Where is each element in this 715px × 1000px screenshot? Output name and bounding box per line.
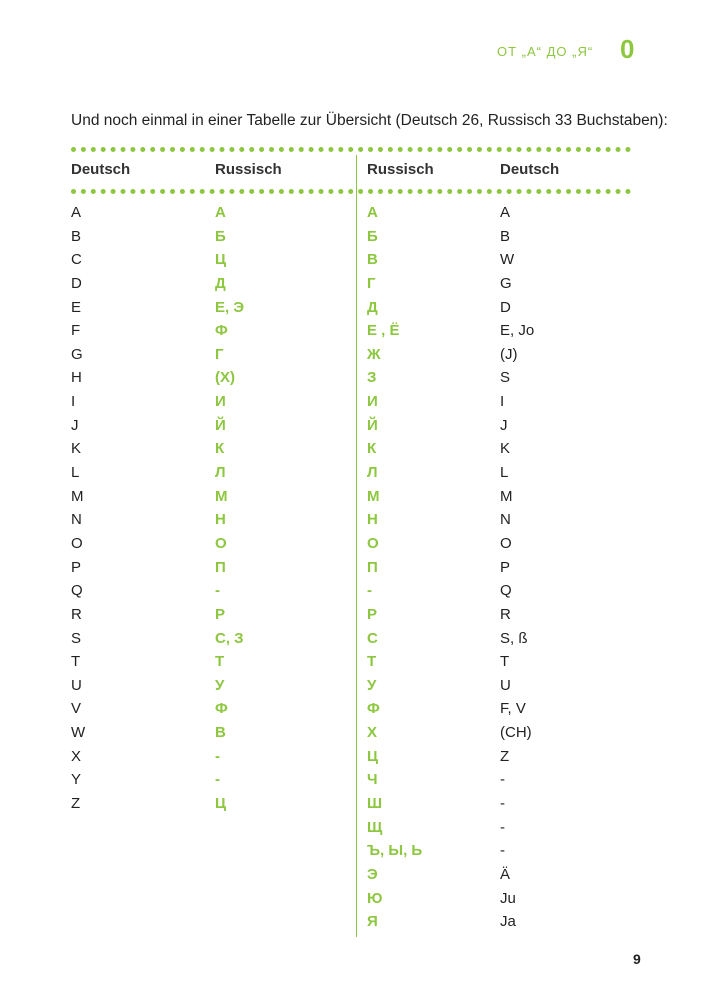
table-cell: T [71, 653, 81, 671]
table-cell: У [367, 676, 377, 694]
table-cell: Q [71, 582, 83, 600]
table-cell: E, Jo [500, 322, 535, 340]
table-cell: M [500, 487, 513, 505]
table-cell: K [71, 440, 82, 458]
table-cell: Ja [500, 913, 516, 931]
table-cell: В [215, 724, 226, 742]
table-cell: Y [71, 771, 82, 789]
left-russisch-column [215, 201, 244, 816]
table-cell: U [71, 676, 82, 694]
table-cell: (CH) [500, 724, 532, 742]
table-cell: - [215, 747, 220, 765]
table-cell: R [71, 605, 82, 623]
table-cell: Ш [367, 795, 383, 813]
table-cell: А [215, 204, 226, 221]
dotted-rule-bottom [71, 189, 631, 194]
table-cell: О [215, 534, 227, 552]
table-cell: M [71, 487, 84, 505]
table-cell: Ъ, Ы, Ь [367, 842, 423, 860]
table-cell: Ц [215, 251, 226, 269]
table-cell: Б [215, 227, 226, 245]
table-cell: S, ß [500, 629, 528, 647]
table-cell: G [71, 345, 83, 363]
table-cell: - [215, 582, 220, 600]
table-cell: O [71, 534, 83, 552]
table-cell: L [71, 464, 80, 482]
table-cell: B [500, 227, 511, 245]
table-cell: C [71, 251, 82, 269]
table-cell: Х [367, 724, 378, 742]
table-cell: L [500, 464, 509, 482]
table-cell: A [500, 204, 511, 221]
right-deutsch-column [500, 201, 534, 934]
table-cell: - [500, 795, 505, 813]
column-header-right-deutsch: Deutsch [500, 161, 560, 178]
table-cell: K [500, 440, 511, 458]
table-cell: H [71, 369, 82, 387]
table-cell: - [367, 582, 372, 600]
table-cell: T [500, 653, 510, 671]
table-cell: Z [500, 747, 510, 765]
table-cell: К [215, 440, 225, 458]
table-cell: П [215, 558, 226, 576]
dotted-rule-top [71, 147, 631, 152]
table-cell: N [500, 511, 511, 529]
column-header-right-russisch: Russisch [367, 161, 434, 178]
table-cell: B [71, 227, 82, 245]
table-cell: D [71, 274, 82, 292]
table-cell: G [500, 274, 512, 292]
table-cell: С, З [215, 629, 244, 647]
table-cell: X [71, 747, 82, 765]
table-cell: A [71, 204, 82, 221]
table-cell: Ц [367, 747, 378, 765]
table-cell: М [367, 487, 380, 505]
table-cell: Ж [367, 345, 381, 363]
table-cell: F [71, 322, 81, 340]
table-cell: (J) [500, 345, 518, 363]
table-cell: (Х) [215, 369, 235, 387]
table-cell: I [71, 393, 76, 411]
table-cell: J [71, 416, 79, 434]
column-header-left-russisch: Russisch [215, 161, 282, 178]
table-cell: Й [215, 416, 226, 434]
table-cell: Р [215, 605, 226, 623]
table-cell: Ч [367, 771, 378, 789]
table-cell: В [367, 251, 378, 269]
table-cell: Z [71, 795, 81, 813]
table-cell: М [215, 487, 228, 505]
intro-text: Und noch einmal in einer Tabelle zur Übersicht (Deutsch 26, Russisch 33 Buchstaben): [71, 112, 668, 129]
table-cell: К [367, 440, 377, 458]
table-cell: Ф [215, 322, 228, 340]
table-cell: - [500, 771, 505, 789]
table-cell: Ц [215, 795, 226, 813]
table-cell: W [500, 251, 515, 269]
table-cell: Л [215, 464, 226, 482]
table-cell: Г [215, 345, 224, 363]
table-cell: Ä [500, 865, 511, 883]
table-cell: Н [367, 511, 378, 529]
table-cell: - [215, 771, 220, 789]
table-cell: Ю [367, 889, 383, 907]
table-cell: Б [367, 227, 378, 245]
table-cell: Т [215, 653, 225, 671]
table-cell: R [500, 605, 511, 623]
table-cell: И [367, 393, 378, 411]
right-russisch-column [367, 201, 422, 934]
table-cell: P [500, 558, 511, 576]
section-title: ОТ „А“ ДО „Я“ [497, 44, 594, 59]
table-cell: P [71, 558, 82, 576]
table-cell: И [215, 393, 226, 411]
table-cell: Ф [367, 700, 380, 718]
table-cell: С [367, 629, 378, 647]
table-cell: U [500, 676, 511, 694]
table-cell: Г [367, 274, 376, 292]
table-cell: Q [500, 582, 512, 600]
table-cell: Й [367, 416, 378, 434]
table-cell: D [500, 298, 511, 316]
table-divider [356, 155, 357, 937]
table-cell: Я [367, 913, 378, 931]
table-cell: Д [215, 274, 226, 292]
table-cell: W [71, 724, 86, 742]
table-cell: - [500, 818, 505, 836]
table-cell: А [367, 204, 378, 221]
table-cell: Щ [367, 818, 383, 836]
table-cell: Л [367, 464, 378, 482]
table-cell: S [71, 629, 82, 647]
table-cell: Е , Ё [367, 322, 400, 340]
table-cell: У [215, 676, 225, 694]
left-deutsch-column [71, 201, 85, 816]
table-cell: F, V [500, 700, 526, 718]
table-cell: - [500, 842, 505, 860]
table-cell: Д [367, 298, 378, 316]
table-cell: З [367, 369, 377, 387]
table-cell: J [500, 416, 508, 434]
table-cell: П [367, 558, 378, 576]
table-cell: O [500, 534, 512, 552]
table-cell: Э [367, 865, 378, 883]
table-cell: О [367, 534, 379, 552]
table-cell: Р [367, 605, 378, 623]
column-header-left-deutsch: Deutsch [71, 161, 131, 178]
table-cell: S [500, 369, 511, 387]
table-cell: Н [215, 511, 226, 529]
chapter-number: 0 [620, 34, 635, 64]
table-cell: I [500, 393, 505, 411]
table-cell: Ф [215, 700, 228, 718]
table-cell: V [71, 700, 82, 718]
table-cell: Е, Э [215, 298, 245, 316]
table-cell: N [71, 511, 82, 529]
page-number: 9 [633, 951, 641, 967]
table-cell: E [71, 298, 82, 316]
table-cell: Ju [500, 889, 516, 907]
table-cell: Т [367, 653, 377, 671]
